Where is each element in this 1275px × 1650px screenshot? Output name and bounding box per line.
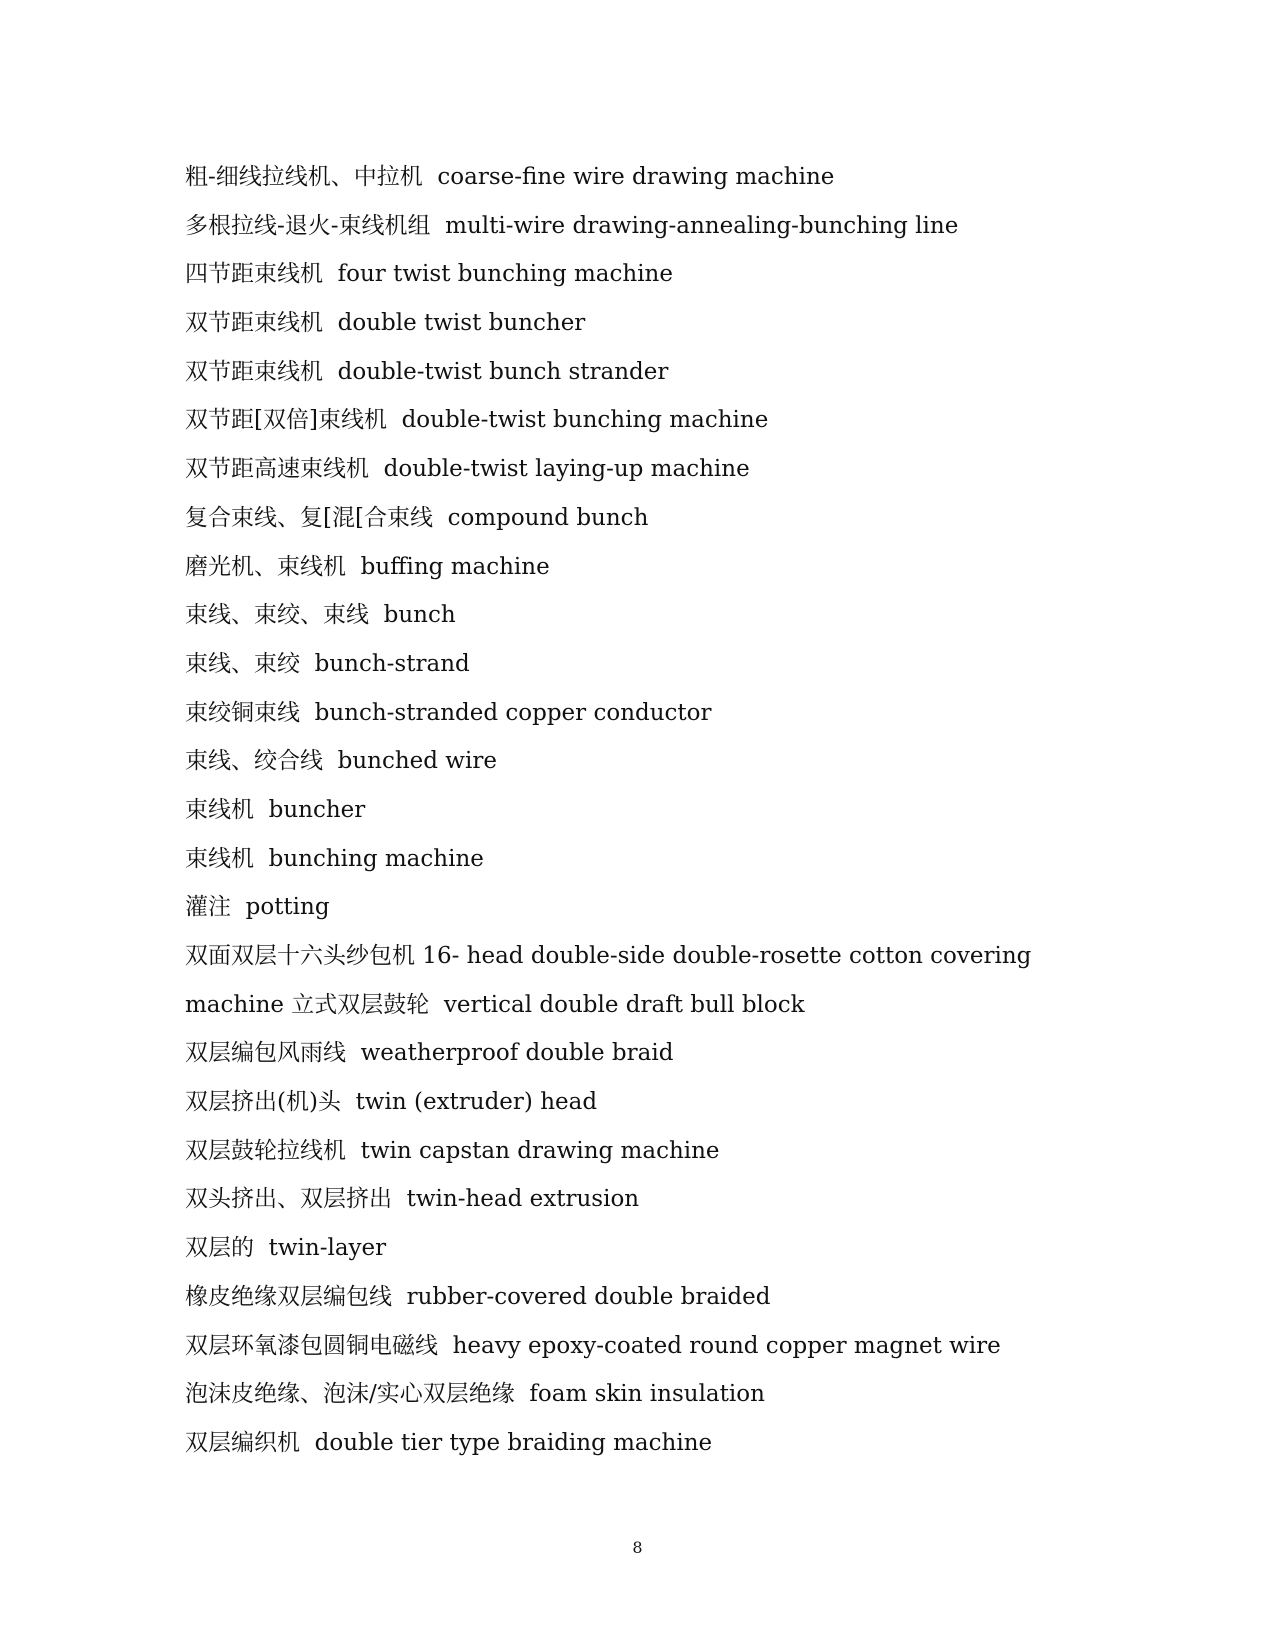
glossary-entry: 双面双层十六头纱包机 16- head double-side double-rosette cotton covering: [185, 943, 1032, 969]
glossary-entry: 双头挤出、双层挤出 twin-head extrusion: [185, 1186, 640, 1213]
glossary-entry: 四节距束线机 four twist bunching machine: [185, 261, 673, 288]
glossary-entry: 双层编包风雨线 weatherproof double braid: [185, 1040, 674, 1067]
glossary-entry: 双层的 twin-layer: [185, 1235, 387, 1262]
glossary-entry: 多根拉线-退火-束线机组 multi-wire drawing-annealing-bunching line: [185, 212, 959, 239]
glossary-entry: 束线、束绞 bunch-strand: [185, 650, 470, 677]
glossary-entry: 泡沫皮绝缘、泡沫/实心双层绝缘 foam skin insulation: [185, 1381, 765, 1408]
glossary-entry: 粗-细线拉线机、中拉机 coarse-fine wire drawing machine: [185, 164, 835, 190]
glossary-entry: 橡皮绝缘双层编包线 rubber-covered double braided: [185, 1283, 771, 1310]
glossary-entry: 磨光机、束线机 buffing machine: [185, 553, 550, 580]
glossary-entry: 束绞铜束线 bunch-stranded copper conductor: [185, 699, 712, 726]
glossary-entry: machine 立式双层鼓轮 vertical double draft bull block: [185, 991, 805, 1018]
glossary-entry: 双层鼓轮拉线机 twin capstan drawing machine: [185, 1137, 720, 1164]
glossary-entry: 双层编织机 double tier type braiding machine: [185, 1429, 713, 1456]
page-number: 8: [632, 1538, 643, 1557]
glossary-list: [185, 153, 1105, 1468]
glossary-entry: 双节距束线机 double twist buncher: [185, 310, 586, 337]
glossary-entry: 双节距高速束线机 double-twist laying-up machine: [185, 456, 750, 483]
glossary-entry: 束线机 bunching machine: [185, 845, 484, 872]
glossary-entry: 双层环氧漆包圆铜电磁线 heavy epoxy-coated round copper magnet wire: [185, 1332, 1001, 1359]
glossary-entry: 束线、束绞、束线 bunch: [185, 602, 456, 629]
glossary-entry: 双节距[双倍]束线机 double-twist bunching machine: [185, 407, 769, 434]
glossary-entry: 灌注 potting: [185, 894, 330, 921]
glossary-entry: 复合束线、复[混[合束线 compound bunch: [185, 504, 649, 531]
glossary-entry: 束线机 buncher: [185, 796, 366, 823]
glossary-entry: 双层挤出(机)头 twin (extruder) head: [185, 1089, 598, 1116]
glossary-entry: 双节距束线机 double-twist bunch strander: [185, 358, 669, 385]
glossary-entry: 束线、绞合线 bunched wire: [185, 748, 497, 775]
